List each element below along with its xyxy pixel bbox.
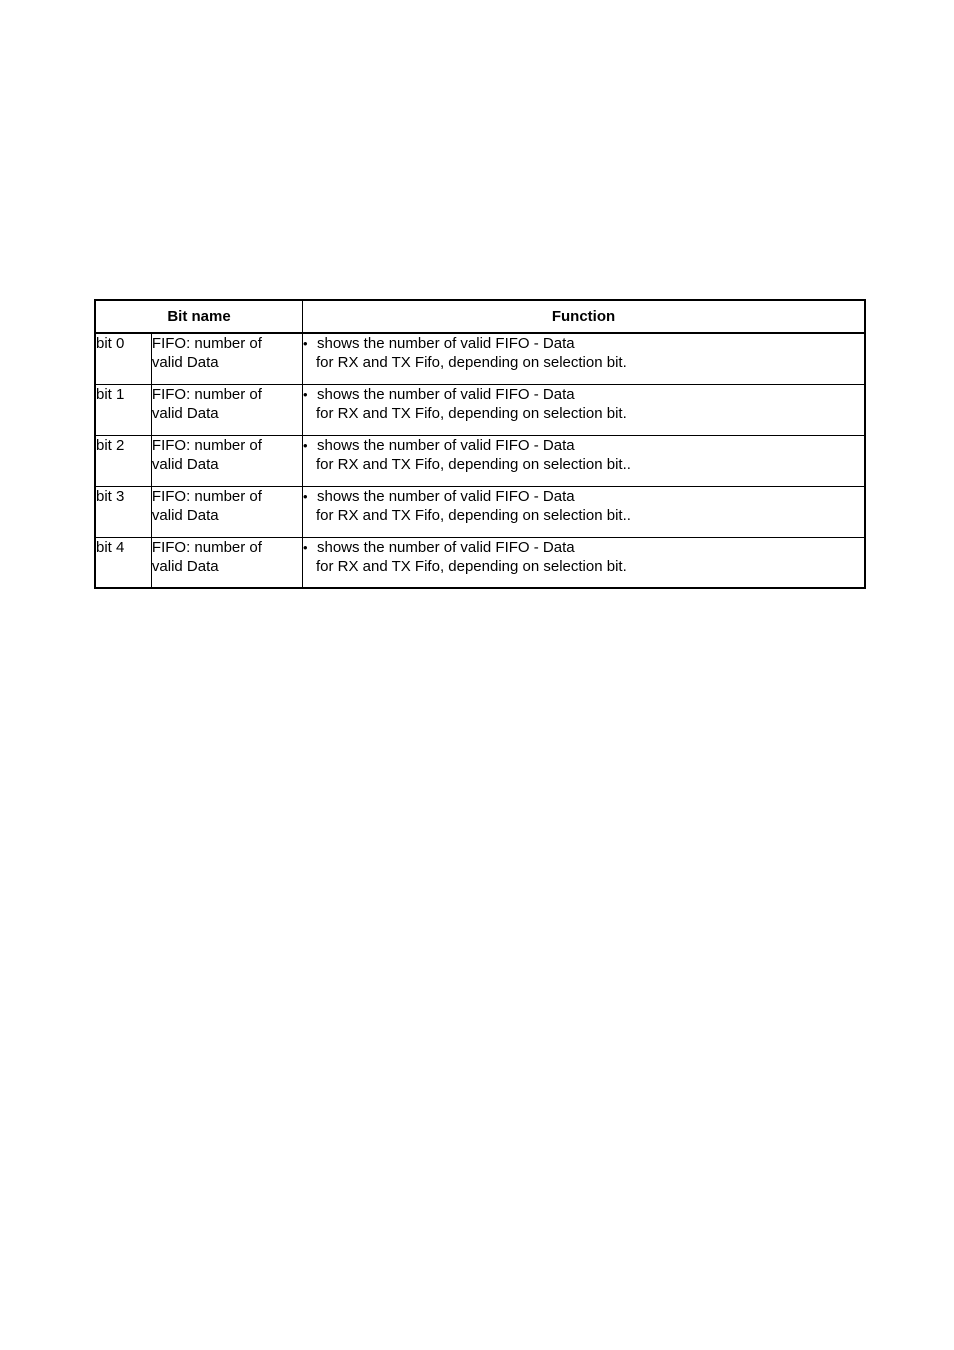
table-row xyxy=(95,333,865,384)
function-line: for RX and TX Fifo, depending on selection bit. xyxy=(316,354,627,371)
bit-name-cell xyxy=(151,435,302,486)
function-cell xyxy=(303,486,866,537)
function-line: for RX and TX Fifo, depending on selection bit. xyxy=(316,557,627,575)
function-line: for RX and TX Fifo, depending on selection bit. xyxy=(316,404,627,422)
function-bullet-item xyxy=(303,385,864,404)
function-line: shows the number of valid FIFO - Data xyxy=(317,436,575,454)
bit-name-line: valid Data xyxy=(151,404,219,422)
table-row xyxy=(95,486,865,537)
bit-name-line: FIFO: number of xyxy=(151,487,262,505)
bit-name-cell xyxy=(151,384,302,435)
bit-name-line: valid Data xyxy=(151,506,219,524)
bit-cell: bit 3 xyxy=(95,486,151,537)
function-bullet-item xyxy=(303,436,864,455)
function-bullet-item xyxy=(303,487,864,506)
bit-name-line: valid Data xyxy=(151,557,219,575)
table-row xyxy=(95,435,865,486)
function-bullet-item xyxy=(303,538,864,557)
table-row xyxy=(95,537,865,588)
bullet-icon: • xyxy=(303,336,308,351)
bit-cell: bit 2 xyxy=(95,435,151,486)
function-line: shows the number of valid FIFO - Data xyxy=(317,487,575,505)
function-bullet-item xyxy=(303,334,864,353)
function-line: shows the number of valid FIFO - Data xyxy=(317,385,575,403)
bit-cell: bit 1 xyxy=(95,384,151,435)
bit-name-line: FIFO: number of xyxy=(151,436,262,454)
function-header: Function xyxy=(303,300,866,333)
function-cell xyxy=(303,384,866,435)
function-line: for RX and TX Fifo, depending on selection bit.. xyxy=(316,455,631,473)
bullet-icon: • xyxy=(303,437,308,453)
bullet-icon: • xyxy=(303,539,308,555)
function-cell xyxy=(303,333,866,384)
table-header-row xyxy=(95,300,865,333)
bullet-icon: • xyxy=(303,386,308,402)
bit-name-cell xyxy=(151,486,302,537)
function-line: shows the number of valid FIFO - Data xyxy=(317,335,575,352)
bit-cell: bit 4 xyxy=(95,537,151,588)
bit-name-line: valid Data xyxy=(151,455,219,473)
bit-name-cell xyxy=(151,333,302,384)
function-cell xyxy=(303,537,866,588)
bit-function-table xyxy=(94,299,866,589)
function-cell xyxy=(303,435,866,486)
bit-name-cell xyxy=(151,537,302,588)
bit-name-line: FIFO: number of xyxy=(151,335,262,352)
bit-cell: bit 0 xyxy=(95,333,151,384)
bit-name-line: FIFO: number of xyxy=(151,385,262,403)
function-line: shows the number of valid FIFO - Data xyxy=(317,538,575,556)
table-row xyxy=(95,384,865,435)
function-line: for RX and TX Fifo, depending on selection bit.. xyxy=(316,506,631,524)
bullet-icon: • xyxy=(303,488,308,504)
bit-name-header: Bit name xyxy=(95,300,303,333)
bit-name-line: valid Data xyxy=(151,354,219,371)
bit-name-line: FIFO: number of xyxy=(151,538,262,556)
